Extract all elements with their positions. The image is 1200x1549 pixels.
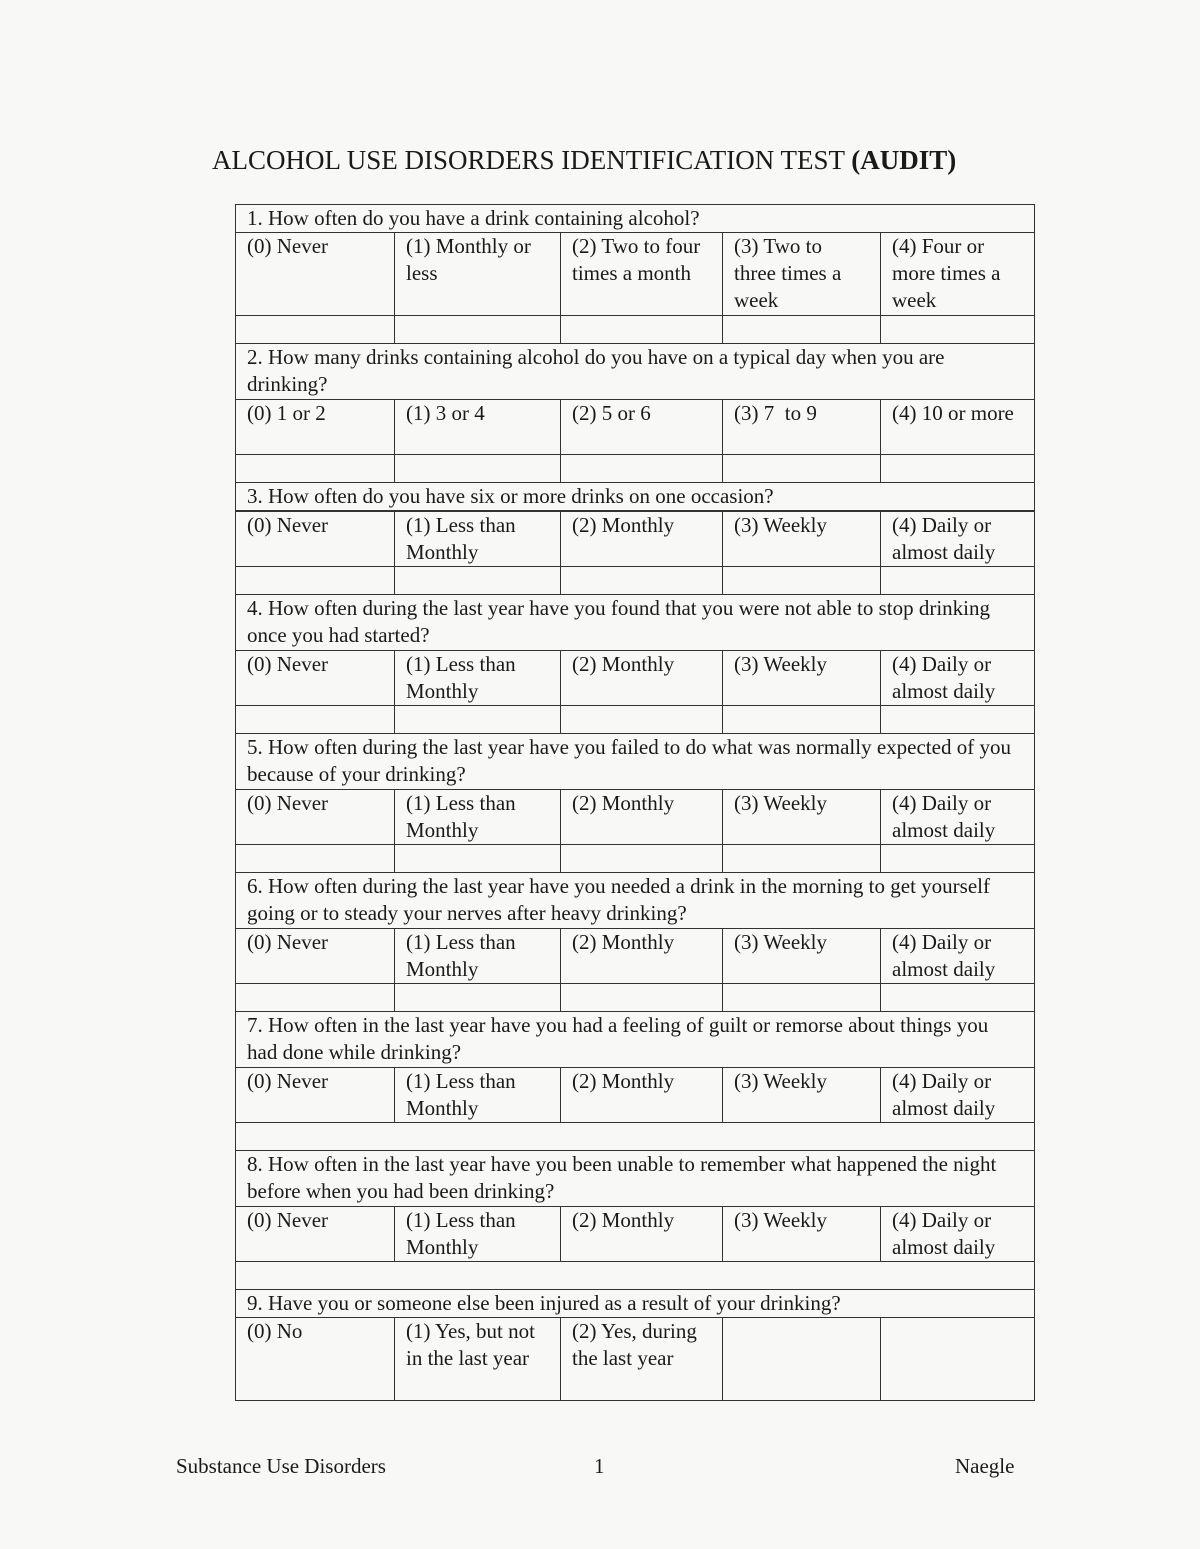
score-cell[interactable] xyxy=(881,984,1035,1012)
score-cell[interactable] xyxy=(561,706,723,734)
score-cell[interactable] xyxy=(561,316,723,344)
score-row xyxy=(236,1123,1035,1151)
page-number: 1 xyxy=(594,1454,605,1478)
score-cell[interactable] xyxy=(561,455,723,483)
option-cell: (0) Never xyxy=(236,233,395,316)
option-cell: (2) Two to four times a month xyxy=(561,233,723,316)
option-cell: (1) Monthly or less xyxy=(395,233,561,316)
question-row xyxy=(236,873,1035,929)
option-cell: (3) 7 to 9 xyxy=(723,400,881,455)
score-cell[interactable] xyxy=(395,567,561,595)
score-cell[interactable] xyxy=(723,567,881,595)
option-cell: (3) Weekly xyxy=(723,790,881,845)
option-cell xyxy=(881,1318,1035,1401)
page-title xyxy=(212,140,1012,180)
score-row xyxy=(236,984,1035,1012)
options-row xyxy=(236,1318,1035,1401)
options-row xyxy=(236,1068,1035,1123)
option-cell: (1) Less than Monthly xyxy=(395,790,561,845)
question-text: 6. How often during the last year have you needed a drink in the morning to get yourself going or to steady your nerves after heavy drinking? xyxy=(236,873,1035,929)
option-cell: (1) Less than Monthly xyxy=(395,511,561,567)
score-row xyxy=(236,706,1035,734)
option-cell: (1) Less than Monthly xyxy=(395,1068,561,1123)
option-cell: (3) Weekly xyxy=(723,929,881,984)
option-cell: (1) Yes, but not in the last year xyxy=(395,1318,561,1401)
score-cell[interactable] xyxy=(395,706,561,734)
score-cell[interactable] xyxy=(723,706,881,734)
option-cell: (1) Less than Monthly xyxy=(395,1207,561,1262)
option-cell: (2) 5 or 6 xyxy=(561,400,723,455)
question-row xyxy=(236,595,1035,651)
score-cell[interactable] xyxy=(236,706,395,734)
option-cell: (4) Daily or almost daily xyxy=(881,511,1035,567)
options-row xyxy=(236,1207,1035,1262)
question-text: 8. How often in the last year have you been unable to remember what happened the night before when you had been drinking? xyxy=(236,1151,1035,1207)
option-cell: (0) Never xyxy=(236,1207,395,1262)
options-row xyxy=(236,233,1035,316)
question-text: 5. How often during the last year have you failed to do what was normally expected of you because of your drinking? xyxy=(236,734,1035,790)
option-cell: (4) Daily or almost daily xyxy=(881,1207,1035,1262)
option-cell: (0) Never xyxy=(236,790,395,845)
question-row xyxy=(236,734,1035,790)
score-row xyxy=(236,1262,1035,1290)
option-cell: (3) Weekly xyxy=(723,651,881,706)
question-row xyxy=(236,1012,1035,1068)
score-cell[interactable] xyxy=(881,567,1035,595)
score-cell[interactable] xyxy=(236,567,395,595)
option-cell: (0) No xyxy=(236,1318,395,1401)
option-cell: (4) Four or more times a week xyxy=(881,233,1035,316)
option-cell: (1) Less than Monthly xyxy=(395,929,561,984)
title-main: ALCOHOL USE DISORDERS IDENTIFICATION TEST xyxy=(212,145,845,175)
score-cell[interactable] xyxy=(236,845,395,873)
option-cell: (0) Never xyxy=(236,511,395,567)
question-text: 4. How often during the last year have you found that you were not able to stop drinking once you had started? xyxy=(236,595,1035,651)
score-cell[interactable] xyxy=(236,1262,1035,1290)
option-cell: (4) Daily or almost daily xyxy=(881,929,1035,984)
score-cell[interactable] xyxy=(723,455,881,483)
question-text: 3. How often do you have six or more drinks on one occasion? xyxy=(236,483,1035,512)
option-cell: (2) Monthly xyxy=(561,511,723,567)
option-cell: (0) 1 or 2 xyxy=(236,400,395,455)
footer-right: Naegle xyxy=(955,1454,1015,1478)
options-row xyxy=(236,400,1035,455)
option-cell: (1) 3 or 4 xyxy=(395,400,561,455)
question-row xyxy=(236,205,1035,233)
question-text: 9. Have you or someone else been injured as a result of your drinking? xyxy=(236,1290,1035,1318)
option-cell: (2) Monthly xyxy=(561,651,723,706)
option-cell: (3) Weekly xyxy=(723,1207,881,1262)
title-abbreviation: (AUDIT) xyxy=(851,145,957,175)
question-row xyxy=(236,483,1035,512)
score-cell[interactable] xyxy=(561,984,723,1012)
footer-left: Substance Use Disorders xyxy=(176,1454,386,1478)
option-cell: (3) Two to three times a week xyxy=(723,233,881,316)
options-row xyxy=(236,511,1035,567)
score-cell[interactable] xyxy=(395,845,561,873)
option-cell: (0) Never xyxy=(236,1068,395,1123)
option-cell: (2) Monthly xyxy=(561,929,723,984)
score-cell[interactable] xyxy=(236,1123,1035,1151)
score-cell[interactable] xyxy=(236,984,395,1012)
option-cell: (0) Never xyxy=(236,929,395,984)
score-cell[interactable] xyxy=(395,316,561,344)
option-cell: (2) Yes, during the last year xyxy=(561,1318,723,1401)
option-cell: (2) Monthly xyxy=(561,790,723,845)
option-cell: (4) Daily or almost daily xyxy=(881,1068,1035,1123)
option-cell: (0) Never xyxy=(236,651,395,706)
score-cell[interactable] xyxy=(881,845,1035,873)
question-row xyxy=(236,1290,1035,1318)
option-cell: (4) Daily or almost daily xyxy=(881,790,1035,845)
option-cell xyxy=(723,1318,881,1401)
score-row xyxy=(236,845,1035,873)
score-row xyxy=(236,455,1035,483)
score-cell[interactable] xyxy=(881,455,1035,483)
options-row xyxy=(236,929,1035,984)
option-cell: (3) Weekly xyxy=(723,511,881,567)
score-cell[interactable] xyxy=(881,316,1035,344)
option-cell: (2) Monthly xyxy=(561,1207,723,1262)
option-cell: (2) Monthly xyxy=(561,1068,723,1123)
score-cell[interactable] xyxy=(561,567,723,595)
score-cell[interactable] xyxy=(236,455,395,483)
option-cell: (4) Daily or almost daily xyxy=(881,651,1035,706)
audit-questionnaire-table xyxy=(235,204,1035,1401)
score-row xyxy=(236,316,1035,344)
option-cell: (4) 10 or more xyxy=(881,400,1035,455)
option-cell: (3) Weekly xyxy=(723,1068,881,1123)
question-text: 1. How often do you have a drink containing alcohol? xyxy=(236,205,1035,233)
options-row xyxy=(236,651,1035,706)
score-cell[interactable] xyxy=(723,984,881,1012)
question-text: 7. How often in the last year have you had a feeling of guilt or remorse about things you had done while drinking? xyxy=(236,1012,1035,1068)
score-cell[interactable] xyxy=(236,316,395,344)
score-row xyxy=(236,567,1035,595)
score-cell[interactable] xyxy=(395,455,561,483)
score-cell[interactable] xyxy=(881,706,1035,734)
option-cell: (1) Less than Monthly xyxy=(395,651,561,706)
score-cell[interactable] xyxy=(561,845,723,873)
score-cell[interactable] xyxy=(723,316,881,344)
question-text: 2. How many drinks containing alcohol do you have on a typical day when you are drinking? xyxy=(236,344,1035,400)
question-row xyxy=(236,1151,1035,1207)
score-cell[interactable] xyxy=(395,984,561,1012)
options-row xyxy=(236,790,1035,845)
question-row xyxy=(236,344,1035,400)
score-cell[interactable] xyxy=(723,845,881,873)
